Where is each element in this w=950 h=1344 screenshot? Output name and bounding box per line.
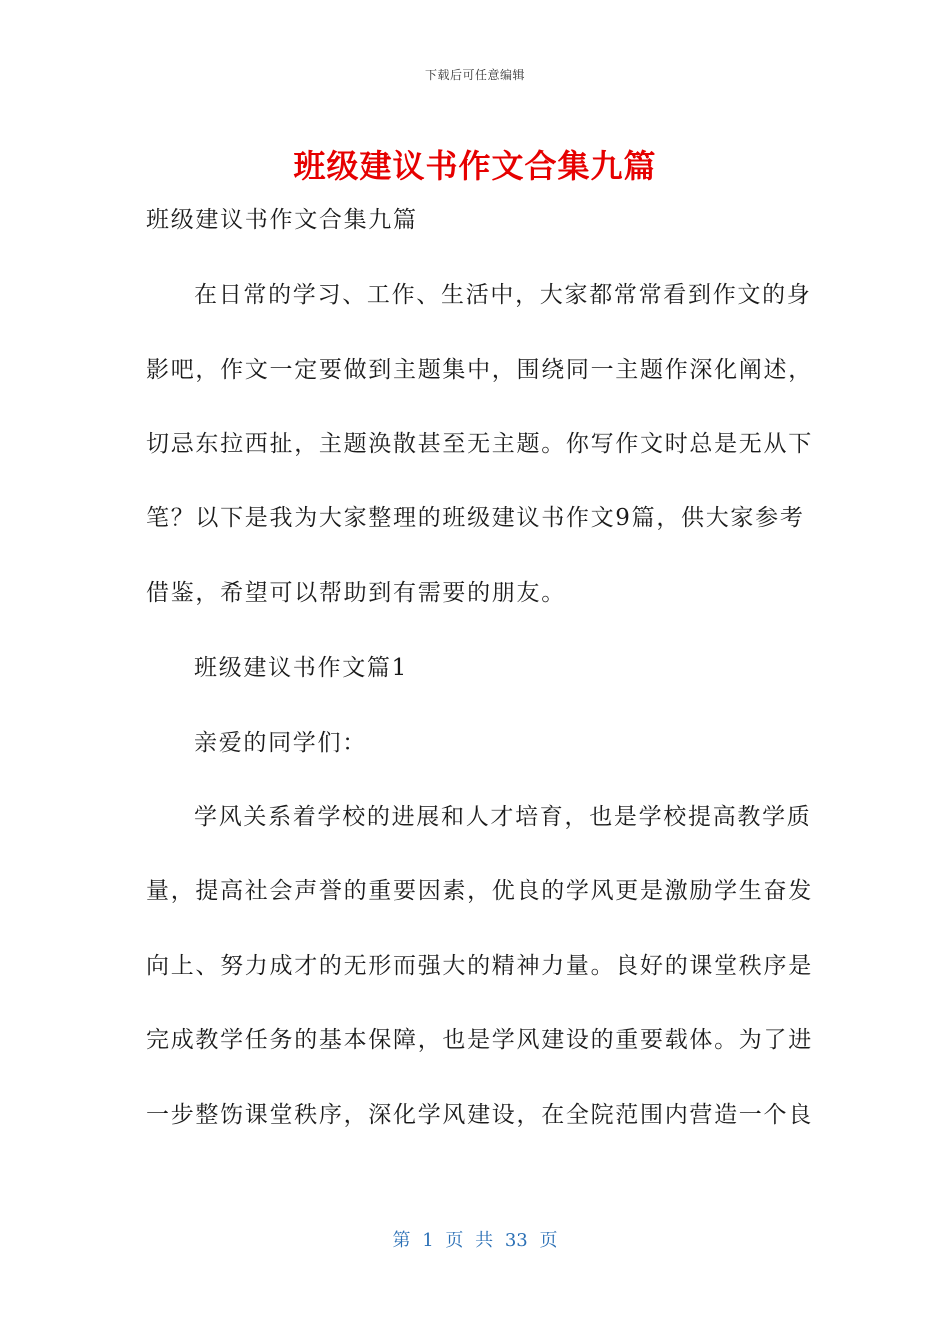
paragraph-line: 学风关系着学校的进展和人才培育，也是学校提高教学质 [194,804,812,830]
paragraph-line: 笔？以下是我为大家整理的班级建议书作文9篇，供大家参考 [146,505,805,531]
salutation: 亲爱的同学们： [194,730,367,756]
header-note: 下载后可任意编辑 [424,68,525,82]
paragraph-line: 在日常的学习、工作、生活中，大家都常常看到作文的身 [194,282,812,308]
paragraph-line: 借鉴，希望可以帮助到有需要的朋友。 [146,580,566,606]
paragraph-line: 向上、努力成才的无形而强大的精神力量。良好的课堂秩序是 [146,953,813,979]
paragraph-line: 切忌东拉西扯，主题涣散甚至无主题。你写作文时总是无从下 [146,431,813,457]
page-title: 班级建议书作文合集九篇 [293,147,657,185]
paragraph-line: 影吧，作文一定要做到主题集中，围绕同一主题作深化阐述， [146,357,813,383]
subtitle-line: 班级建议书作文合集九篇 [146,207,418,233]
paragraph-line: 一步整饬课堂秩序，深化学风建设，在全院范围内营造一个良 [146,1102,813,1128]
paragraph-line: 量，提高社会声誉的重要因素，优良的学风更是激励学生奋发 [146,878,813,904]
paragraph-line: 完成教学任务的基本保障，也是学风建设的重要载体。为了进 [146,1027,813,1053]
page-footer: 第 1 页 共 33 页 [392,1230,558,1251]
section-heading: 班级建议书作文篇1 [194,655,408,681]
